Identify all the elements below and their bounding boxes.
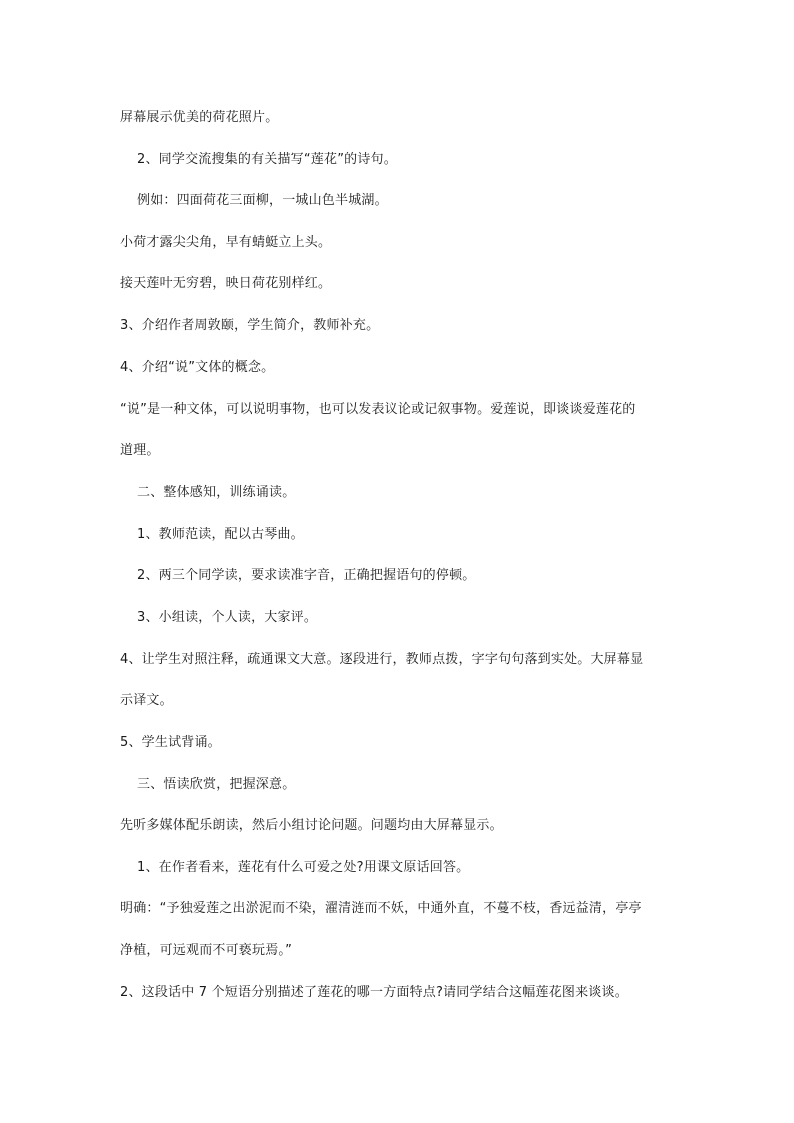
text-line-16: 5、学生试背诵。: [120, 735, 221, 750]
text-line-4: 小荷才露尖尖角，早有蜻蜓立上头。: [120, 235, 332, 250]
text-line-3: 例如：四面荷花三面柳，一城山色半城湖。: [137, 193, 388, 208]
text-line-22: 2、这段话中 7 个短语分别描述了莲花的哪一方面特点?请同学结合这幅莲花图来谈谈。: [120, 985, 628, 1000]
text-line-11: 1、教师范读，配以古琴曲。: [137, 527, 304, 542]
text-line-13: 3、小组读，个人读，大家评。: [137, 610, 318, 625]
text-line-1: 屏幕展示优美的荷花照片。: [120, 110, 279, 125]
section-heading-2: 二、整体感知，训练诵读。: [137, 485, 296, 500]
text-line-15: 示译文。: [120, 693, 173, 708]
text-line-21: 净植，可远观而不可亵玩焉。”: [120, 943, 293, 958]
text-line-8: “说”是一种文体，可以说明事物，也可以发表议论或记叙事物。爱莲说，即谈谈爱莲花的: [120, 402, 636, 417]
text-line-9: 道理。: [120, 443, 160, 458]
text-line-7: 4、介绍“说”文体的概念。: [120, 360, 275, 375]
text-line-2: 2、同学交流搜集的有关描写“莲花”的诗句。: [137, 152, 397, 167]
text-line-5: 接天莲叶无穷碧，映日荷花别样红。: [120, 276, 332, 291]
text-line-20: 明确：“予独爱莲之出淤泥而不染，濯清涟而不妖，中通外直，不蔓不枝，香远益清，亭亭: [120, 901, 642, 916]
section-heading-3: 三、悟读欣赏，把握深意。: [137, 777, 296, 792]
text-line-18: 先听多媒体配乐朗读，然后小组讨论问题。问题均由大屏幕显示。: [120, 818, 503, 833]
text-line-19: 1、在作者看来，莲花有什么可爱之处?用课文原话回答。: [137, 860, 470, 875]
text-line-12: 2、两三个同学读，要求读准字音，正确把握语句的停顿。: [137, 568, 476, 583]
text-line-6: 3、介绍作者周敦颐，学生简介，教师补充。: [120, 318, 380, 333]
text-line-14: 4、让学生对照注释，疏通课文大意。逐段进行，教师点拨，字字句句落到实处。大屏幕显: [120, 652, 644, 667]
